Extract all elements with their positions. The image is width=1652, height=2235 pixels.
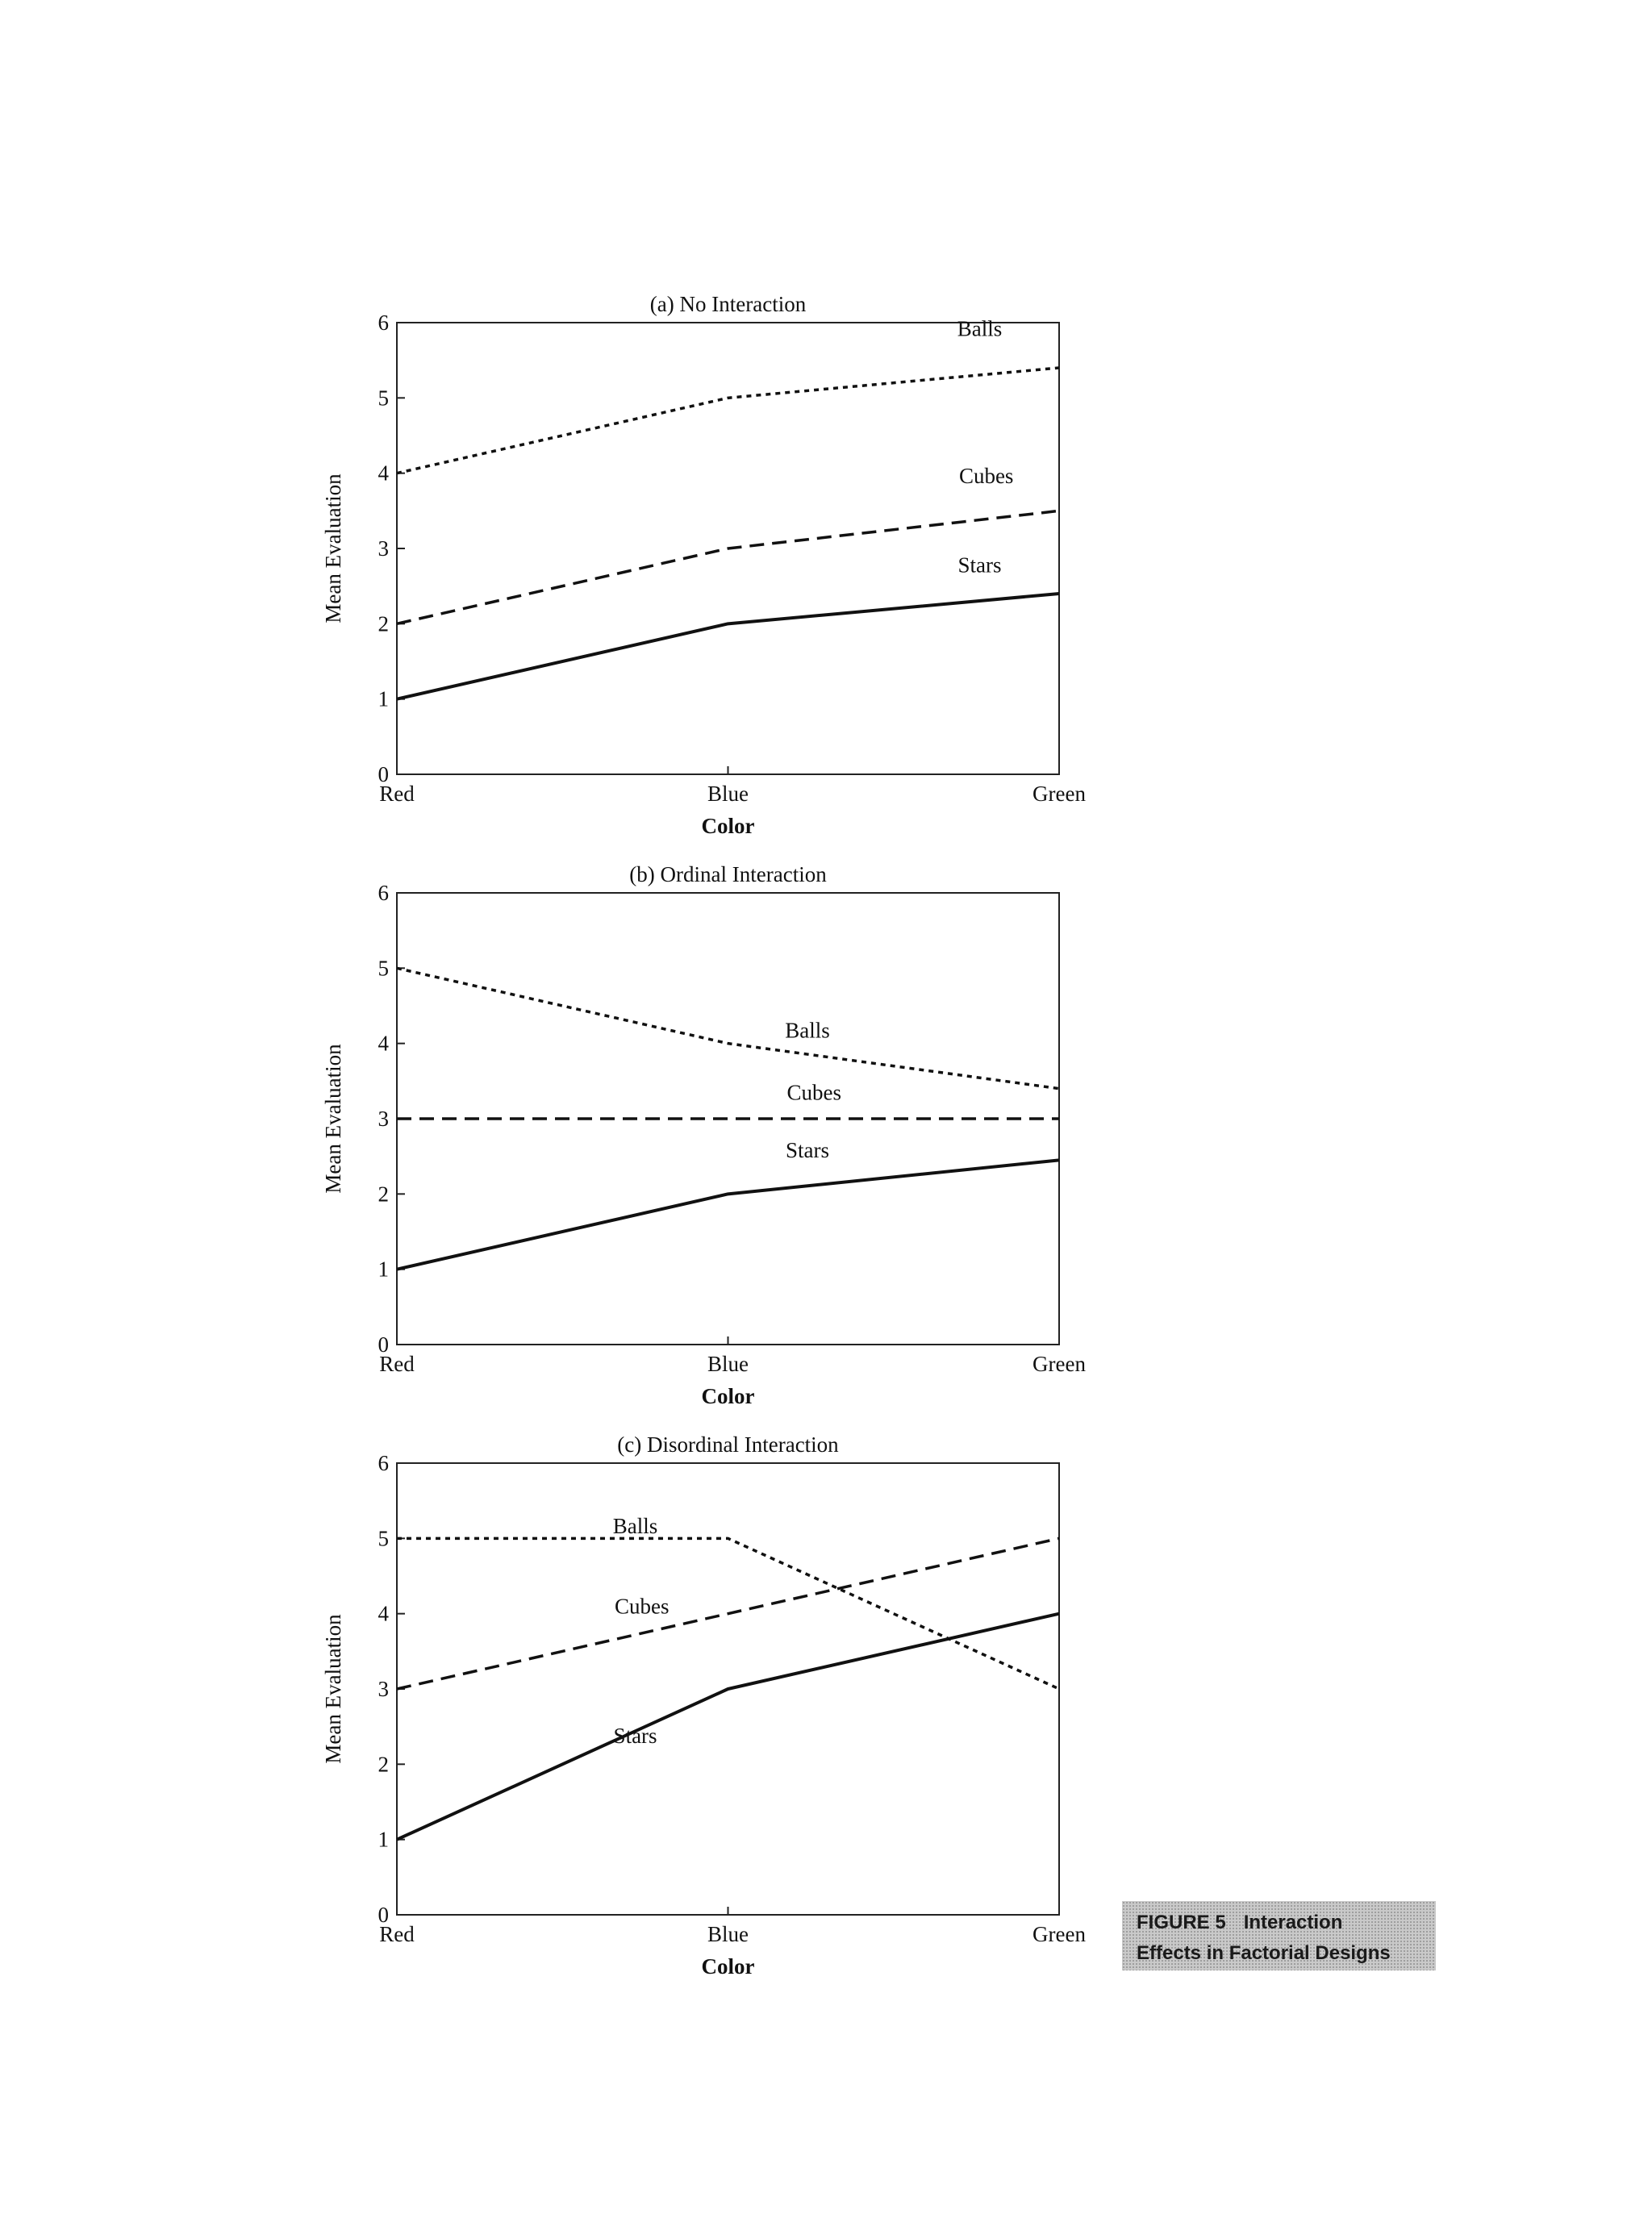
y-tick-label: 3 [378,536,389,561]
y-tick-label: 5 [378,1526,389,1551]
chart-title: (c) Disordinal Interaction [617,1432,839,1457]
x-tick-label: Red [379,1352,415,1376]
series-label-cubes: Cubes [615,1594,670,1619]
y-tick-label: 4 [378,1031,389,1056]
x-axis-label: Color [701,1954,755,1979]
caption-title-line2: Effects in Factorial Designs [1137,1942,1391,1964]
series-label-stars: Stars [613,1724,657,1749]
y-tick-label: 1 [378,1827,389,1852]
y-tick-label: 2 [378,611,389,636]
x-tick-label: Red [379,782,415,806]
series-label-cubes: Cubes [786,1080,841,1105]
y-tick-label: 0 [378,1903,389,1927]
series-label-stars: Stars [786,1137,830,1162]
x-tick-label: Green [1032,1352,1086,1376]
chart-title: (b) Ordinal Interaction [629,862,827,886]
series-line-stars [397,1160,1059,1269]
chart-title: (a) No Interaction [649,292,807,316]
x-axis-label: Color [701,814,755,838]
y-tick-label: 6 [378,311,389,335]
y-tick-label: 4 [378,1601,389,1626]
y-tick-label: 0 [378,1332,389,1357]
series-label-balls: Balls [957,316,1003,341]
y-tick-label: 1 [378,686,389,711]
x-tick-label: Green [1032,782,1086,806]
series-label-cubes: Cubes [958,463,1014,488]
x-axis-label: Color [701,1384,755,1408]
y-tick-label: 1 [378,1257,389,1282]
series-label-balls: Balls [612,1513,658,1538]
x-tick-label: Blue [707,1352,749,1376]
series-line-cubes [397,1538,1059,1689]
x-tick-label: Green [1032,1922,1086,1946]
y-tick-label: 3 [378,1677,389,1701]
y-tick-label: 4 [378,461,389,486]
y-tick-label: 2 [378,1182,389,1207]
y-axis-label: Mean Evaluation [321,1614,345,1764]
y-tick-label: 6 [378,1451,389,1475]
y-tick-label: 5 [378,956,389,981]
y-tick-label: 2 [378,1752,389,1777]
y-tick-label: 0 [378,762,389,786]
x-tick-label: Red [379,1922,415,1946]
y-tick-label: 5 [378,386,389,411]
y-axis-label: Mean Evaluation [321,473,345,623]
y-tick-label: 6 [378,881,389,905]
figure-caption [1122,1901,1436,1970]
y-tick-label: 3 [378,1107,389,1131]
series-line-balls [397,968,1059,1088]
series-line-balls [397,368,1059,473]
series-line-stars [397,594,1059,699]
series-label-balls: Balls [785,1018,830,1043]
caption-figure-number: FIGURE 5 [1137,1912,1226,1933]
caption-title-line1: Interaction [1243,1912,1343,1933]
series-label-stars: Stars [957,552,1002,578]
series-line-stars [397,1614,1059,1840]
y-axis-label: Mean Evaluation [321,1044,345,1194]
x-tick-label: Blue [707,782,749,806]
x-tick-label: Blue [707,1922,749,1946]
